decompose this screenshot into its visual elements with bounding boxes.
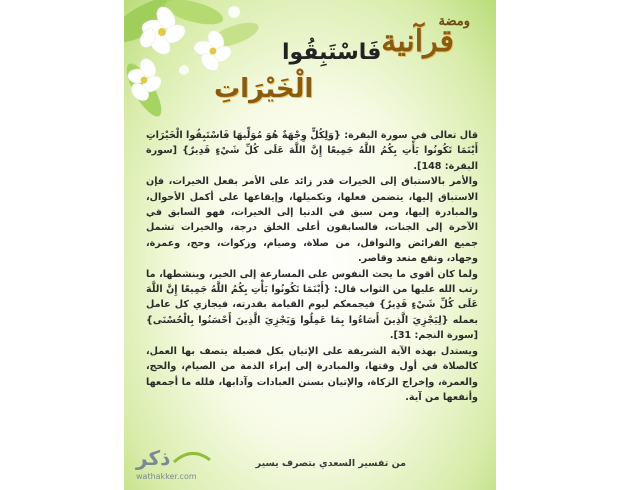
paragraph: ولما كان أقوى ما يحث النفوس على المسارعة إلى الخير، وينشطها، ما رتب الله عليها من الثواب قال: {أَيْنَمَا تَكُونُوا يَأْتِ بِكُمُ اللَّهُ جَمِيعًا إِنَّ اللَّهَ عَلَى كُلِّ شَيْءٍ قَدِيرٌ} فيجمعكم ليوم القيامة بقدرته، فيجازي كل عامل بعمله {لِيَجْزِيَ الَّذِينَ أَسَاءُوا بِمَا عَمِلُوا وَيَجْزِيَ الَّذِينَ أَحْسَنُوا بِالْحُسْنَى} [سورة النجم: 31]. — [146, 268, 478, 342]
site-logo — [136, 446, 216, 486]
logo-arc-icon — [172, 450, 212, 464]
source-citation: من تفسير السعدي بتصرف يسير — [255, 458, 406, 469]
paragraph: قال تعالى في سورة البقرة: {وَلِكُلٍّ وِجْهَةٌ هُوَ مُوَلِّيهَا فَاسْتَبِقُوا الْخَيْرَاتِ أَيْنَمَا تَكُونُوا يَأْتِ بِكُمُ اللَّهُ جَمِيعًا إِنَّ اللَّهَ عَلَى كُلِّ شَيْءٍ قَدِيرٌ} [سورة البقرة: 148]. — [146, 130, 478, 172]
logo-mark: ذكر — [136, 446, 171, 470]
brand-prefix: ومضة — [438, 14, 470, 29]
paragraph: والأمر بالاستباق إلى الخيرات قدر زائد على الأمر بفعل الخيرات، فإن الاستباق إليها، يتضمن فعلها، وتكميلها، وإيقاعها على أكمل الأحوال، والمبادرة إليها، ومن سبق في الدنيا إلى الخيرات، فهو السابق في الآخرة إلى الجنات، فالسابقون أعلى الخلق درجة، والخيرات تشمل جميع الفرائض والنوافل، من صلاة، وصيام، وزكوات، وحج، وعمرة، وجهاد، ونفع متعد وقاصر. — [146, 176, 478, 265]
poster — [124, 0, 496, 490]
white-flowers-decoration — [124, 0, 264, 130]
title-line-1: فَاسْتَبِقُوا — [282, 40, 382, 65]
logo-url: wathakker.com — [136, 472, 197, 481]
brand-name: قرآنية — [381, 24, 454, 59]
title-line-2: الْخَيْرَاتِ — [214, 74, 314, 104]
body-text — [146, 128, 478, 405]
paragraph: ويستدل بهذه الآية الشريفة على الإتيان بكل فضيلة يتصف بها العمل، كالصلاة في أول وقتها، والمبادرة إلى إبراء الذمة من الصيام، والحج، والعمرة، وإخراج الزكاة، والإتيان بسنن العبادات وآدابها، فلله ما أجمعها وأنفعها من آية. — [146, 345, 478, 403]
brand-logo — [376, 6, 484, 92]
